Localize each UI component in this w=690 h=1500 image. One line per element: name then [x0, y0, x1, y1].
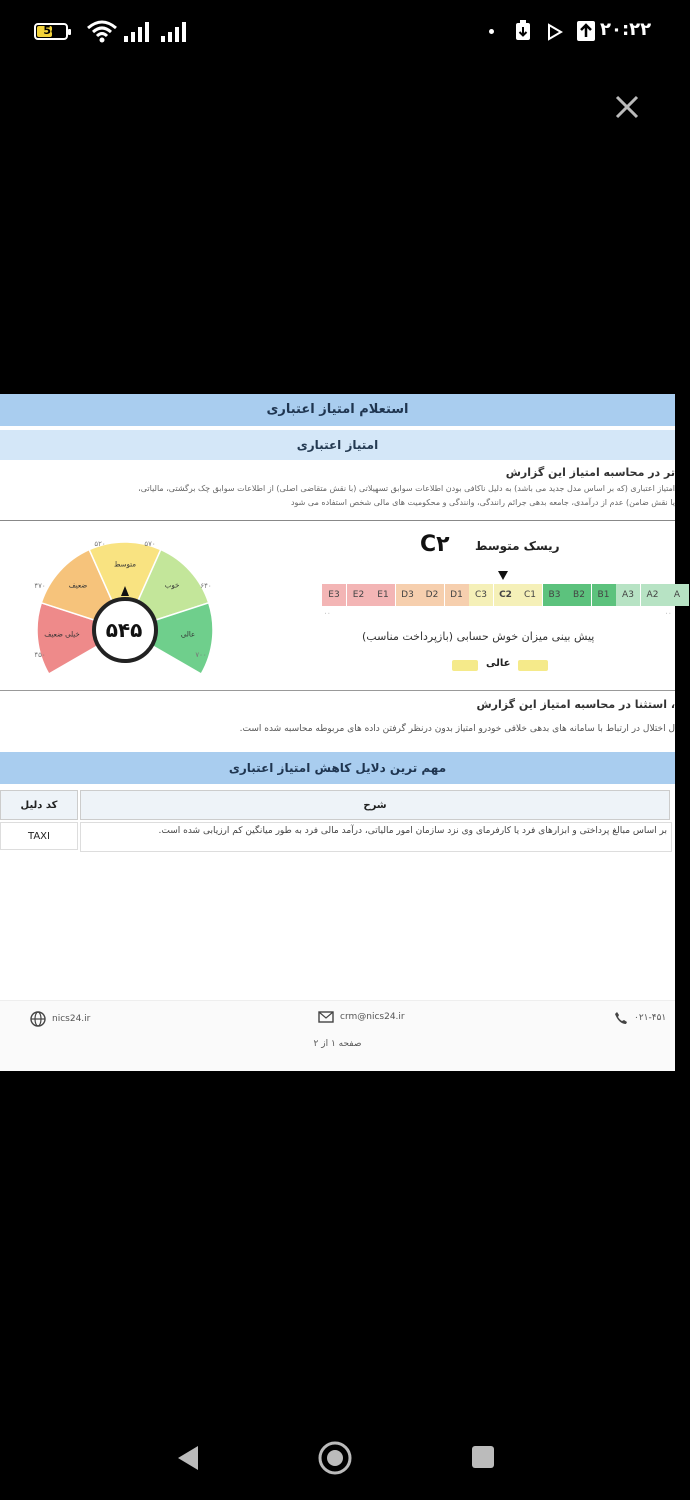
scale-min: ۰۰: [324, 610, 331, 617]
clock: ۲۰:۲۲: [600, 19, 652, 40]
grade-cell: B1: [592, 584, 616, 606]
score-gauge: [26, 538, 226, 668]
battery-level: 54: [43, 24, 59, 37]
reasons-title: مهم ترین دلایل کاهش امتیاز اعتباری: [0, 752, 675, 784]
grade-cell: A: [665, 584, 689, 606]
phone-icon: [614, 1011, 628, 1025]
exception-body: ل اختلال در ارتباط با سامانه های بدهی خلافی خودرو امتیاز بدون درنظر گرفتن داده های مربوطه محاسبه شده است.: [239, 724, 675, 734]
email-text: crm@nics24.ir: [340, 1012, 405, 1022]
close-icon[interactable]: [612, 92, 642, 122]
document-page[interactable]: [0, 394, 681, 1070]
note-line: یا نقش ضامن) عدم از درآمدی، جامعه بدهی جرائم رانندگی، وانندگی و محکومیت های مالی شخص استفاده می شود: [290, 498, 675, 507]
gauge-tick-label: ۷۰۰: [195, 651, 207, 659]
forecast-chip: [452, 660, 478, 671]
grade-cell: B3: [543, 584, 567, 606]
mail-icon: [318, 1011, 334, 1023]
grade-cell: C1: [518, 584, 542, 606]
grade-cell: E3: [322, 584, 346, 606]
grade-cell: E2: [347, 584, 371, 606]
risk-code: C۲: [420, 532, 450, 557]
exception-box: [0, 692, 675, 744]
status-bar: [0, 0, 675, 64]
gauge-tick-label: ۶۴۰: [200, 582, 212, 590]
scale-max: ۰۰: [665, 610, 672, 617]
footer-website: [30, 1011, 90, 1027]
download-icon: [515, 20, 531, 42]
gauge-tick-label: ۵۷۰: [144, 540, 156, 548]
grade-cell: C3: [469, 584, 493, 606]
battery-icon: [34, 23, 68, 40]
grade-pointer: [498, 571, 508, 580]
note-title: تر در محاسبه امتیاز این گزارش: [505, 466, 675, 479]
footer-phone: [614, 1011, 666, 1025]
signal-icon: [124, 22, 154, 42]
website-text: nics24.ir: [52, 1014, 91, 1024]
gauge-band-label: ضعیف: [68, 581, 88, 590]
footer-email: [318, 1011, 405, 1023]
dot-icon: [489, 29, 494, 34]
score-value: ۵۴۵: [105, 618, 143, 642]
grade-cell: A2: [641, 584, 665, 606]
reason-code: TAXI: [0, 822, 78, 850]
wifi-icon: [86, 19, 118, 43]
forecast-value: عالی: [486, 658, 511, 669]
gauge-band-label: متوسط: [114, 560, 136, 569]
grade-cell: A3: [616, 584, 640, 606]
nav-home-icon[interactable]: [318, 1441, 352, 1475]
forecast-label: پیش بینی میزان خوش حسابی (بازپرداخت مناسب): [362, 630, 595, 643]
grade-cell: D2: [420, 584, 444, 606]
risk-label: ریسک متوسط: [475, 539, 560, 553]
grade-cell: D3: [396, 584, 420, 606]
gauge-tick-label: ۴۷۰: [34, 582, 46, 590]
nav-back-icon[interactable]: [176, 1444, 200, 1472]
nav-recents-icon[interactable]: [472, 1446, 494, 1468]
upload-icon: [576, 20, 596, 42]
page-footer: [0, 1000, 675, 1071]
gauge-band-label: خیلی ضعیف: [44, 630, 80, 639]
grade-cell: D1: [445, 584, 469, 606]
report-title: استعلام امتیاز اعتباری: [0, 394, 675, 426]
grade-cell: E1: [371, 584, 395, 606]
section-title: امتیاز اعتباری: [0, 430, 675, 460]
gauge-band-label: خوب: [164, 581, 180, 590]
gauge-tick-label: ۴۵۰: [34, 651, 46, 659]
signal-icon: [161, 22, 191, 42]
grade-cell: B2: [567, 584, 591, 606]
exception-title: ، استثنا در محاسبه امتیاز این گزارش: [476, 698, 675, 711]
grade-cell: C2: [494, 584, 518, 606]
gauge-tick-label: ۵۲۰: [94, 540, 106, 548]
page-number: صفحه ۱ از ۲: [313, 1039, 362, 1049]
phone-text: ۰۲۱-۴۵۱: [634, 1013, 667, 1023]
play-icon: [548, 24, 562, 40]
col-header-code: کد دلیل: [0, 790, 78, 820]
gauge-band-label: عالی: [180, 630, 196, 639]
reason-desc: بر اساس مبالغ پرداختی و ابزارهای فرد یا کارفرمای وی نزد سازمان امور مالیاتی، درآمد مالی فرد به طور میانگین کم ارزیابی شده است.: [80, 822, 672, 852]
grade-scale: [322, 584, 690, 606]
note-line: امتیاز اعتباری (که بر اساس مدل جدید می باشد) به دلیل ناکافی بودن اطلاعات سوابق تسهیلاتی (با نقش متقاضی اصلی) از اطلاعات سوابق چک برگشتی، مالیاتی،: [138, 484, 675, 493]
forecast-chip: [518, 660, 548, 671]
note-box: [0, 462, 675, 521]
globe-icon: [30, 1011, 46, 1027]
col-header-desc: شرح: [80, 790, 670, 820]
